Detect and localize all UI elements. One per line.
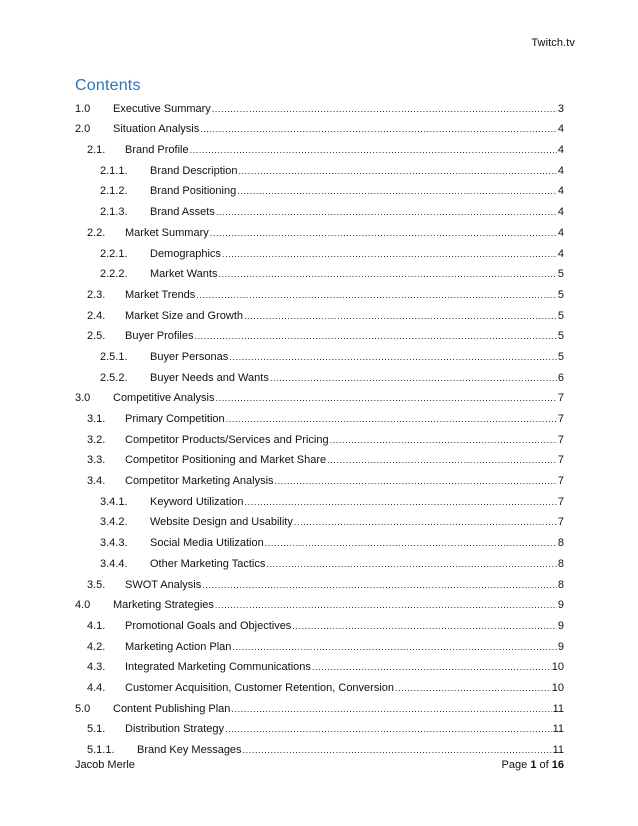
toc-entry-page: 7: [557, 392, 564, 405]
toc-dot-leader: [225, 722, 552, 736]
toc-entry-number: 4.3.: [87, 661, 106, 674]
toc-entry-page: 11: [552, 702, 564, 715]
toc-entry-title: Market Trends: [125, 288, 196, 301]
toc-dot-leader: [229, 350, 557, 364]
toc-dot-leader: [312, 660, 551, 674]
toc-dot-leader: [265, 536, 557, 550]
toc-entry-title: Promotional Goals and Objectives: [125, 619, 292, 632]
toc-entry-title: Website Design and Usability: [150, 516, 293, 529]
toc-entry-title: Distribution Strategy: [125, 723, 225, 736]
toc-dot-leader: [238, 164, 556, 178]
toc-entry-title: Competitor Positioning and Market Share: [125, 454, 327, 467]
toc-entry-number: 2.1.: [87, 144, 106, 157]
toc-entry-page: 8: [557, 578, 564, 591]
toc-entry[interactable]: [75, 95, 564, 116]
toc-entry[interactable]: [75, 323, 564, 344]
toc-entry-title: Market Size and Growth: [125, 309, 243, 322]
toc-entry-number: 2.2.1.: [100, 247, 128, 260]
toc-entry-number: 3.2.: [87, 433, 106, 446]
toc-entry-page: 6: [557, 371, 564, 384]
toc-entry-page: 5: [557, 268, 564, 281]
toc-dot-leader: [190, 143, 557, 157]
footer-page-current: 1: [530, 759, 537, 771]
toc-entry-page: 11: [552, 723, 564, 736]
toc-dot-leader: [237, 184, 557, 198]
toc-dot-leader: [232, 640, 556, 654]
toc-entry-page: 4: [557, 123, 564, 136]
toc-entry-number: 3.1.: [87, 413, 106, 425]
toc-dot-leader: [226, 412, 557, 426]
toc-dot-leader: [200, 122, 557, 136]
toc-dot-leader: [266, 557, 557, 571]
toc-entry-page: 4: [557, 247, 564, 260]
toc-entry[interactable]: [75, 364, 564, 385]
toc-entry-page: 5: [557, 330, 564, 343]
toc-entry[interactable]: [75, 571, 564, 592]
toc-entry-number: 4.4.: [87, 681, 106, 694]
toc-entry[interactable]: [75, 550, 564, 571]
toc-entry-page: 7: [557, 433, 564, 446]
toc-entry-page: 10: [551, 681, 564, 694]
footer-page-number: [502, 759, 564, 771]
toc-entry-title: Market Summary: [125, 226, 209, 239]
toc-entry-page: 8: [557, 557, 564, 570]
toc-entry-page: 8: [557, 537, 564, 550]
footer-page-total: 16: [551, 759, 564, 771]
toc-entry-page: 3: [557, 102, 564, 115]
toc-dot-leader: [327, 453, 557, 467]
footer-author: Jacob Merle: [75, 759, 135, 771]
toc-dot-leader: [194, 329, 556, 343]
toc-entry[interactable]: [75, 736, 564, 757]
toc-entry[interactable]: [75, 219, 564, 240]
toc-entry-page: 4: [557, 226, 564, 239]
toc-dot-leader: [231, 702, 551, 716]
toc-entry[interactable]: [75, 695, 564, 716]
toc-entry-page: 4: [557, 144, 564, 157]
toc-entry-page: 4: [557, 185, 564, 198]
toc-entry[interactable]: [75, 157, 564, 178]
toc-entry-title: Demographics: [150, 247, 221, 260]
toc-entry[interactable]: [75, 612, 564, 633]
footer-page-word: Page: [501, 759, 528, 771]
toc-entry-title: Buyer Profiles: [125, 330, 194, 343]
toc-entry-number: 5.1.: [87, 723, 106, 736]
toc-entry-number: 5.0: [75, 702, 91, 715]
toc-entry-page: 9: [557, 619, 564, 632]
toc-entry[interactable]: [75, 654, 564, 675]
toc-entry-number: 4.1.: [87, 619, 106, 632]
toc-entry-title: Primary Competition: [125, 413, 225, 425]
toc-entry[interactable]: [75, 116, 564, 137]
toc-entry-title: Competitor Products/Services and Pricing: [125, 433, 329, 446]
toc-entry-number: 3.5.: [87, 578, 106, 591]
toc-entry-title: Buyer Needs and Wants: [150, 371, 269, 384]
toc-entry-title: Marketing Strategies: [113, 599, 214, 612]
toc-entry[interactable]: [75, 633, 564, 654]
page-header-title: Twitch.tv: [531, 37, 575, 49]
toc-entry-title: Other Marketing Tactics: [150, 557, 266, 570]
toc-entry-number: 3.4.: [87, 475, 106, 488]
toc-entry-number: 2.1.2.: [100, 185, 128, 198]
toc-entry-page: 4: [557, 164, 564, 177]
toc-entry-page: 7: [557, 516, 564, 529]
toc-entry-number: 2.4.: [87, 309, 106, 322]
toc-entry-title: Brand Positioning: [150, 185, 237, 198]
toc-entry-title: Keyword Utilization: [150, 495, 244, 508]
toc-entry[interactable]: [75, 343, 564, 364]
toc-entry-page: 9: [557, 640, 564, 653]
toc-entry[interactable]: [75, 198, 564, 219]
toc-entry-title: SWOT Analysis: [125, 578, 202, 591]
toc-entry-number: 3.4.1.: [100, 495, 128, 508]
toc-entry-page: 9: [557, 599, 564, 612]
toc-entry-page: 10: [551, 661, 564, 674]
toc-entry-title: Situation Analysis: [113, 123, 200, 136]
toc-entry-title: Brand Profile: [125, 144, 189, 157]
toc-entry-number: 2.1.1.: [100, 164, 128, 177]
toc-dot-leader: [330, 433, 557, 447]
toc-entry[interactable]: [75, 447, 564, 468]
toc-entry[interactable]: [75, 405, 564, 426]
toc-dot-leader: [292, 619, 557, 633]
footer-of-word: of: [539, 759, 549, 771]
toc-entry[interactable]: [75, 467, 564, 488]
toc-dot-leader: [196, 288, 557, 302]
toc-dot-leader: [244, 309, 557, 323]
toc-entry-page: 7: [557, 475, 564, 488]
toc-entry-title: Customer Acquisition, Customer Retention, Conversion: [125, 681, 395, 694]
toc-dot-leader: [245, 495, 557, 509]
toc-entry-number: 3.4.4.: [100, 557, 128, 570]
toc-entry[interactable]: [75, 136, 564, 157]
toc-entry[interactable]: [75, 385, 564, 406]
toc-entry-title: Brand Assets: [150, 206, 215, 219]
toc-entry-number: 3.0: [75, 392, 91, 405]
toc-dot-leader: [202, 578, 557, 592]
toc-entry-number: 3.4.3.: [100, 537, 128, 550]
toc-entry-title: Marketing Action Plan: [125, 640, 232, 653]
toc-entry-page: 7: [557, 454, 564, 467]
toc-entry[interactable]: [75, 240, 564, 261]
toc-entry-number: 2.5.2.: [100, 371, 128, 384]
toc-dot-leader: [275, 474, 557, 488]
toc-entry[interactable]: [75, 426, 564, 447]
table-of-contents: [75, 95, 564, 757]
toc-entry-number: 5.1.1.: [87, 744, 115, 756]
toc-entry-page: 4: [557, 206, 564, 219]
toc-dot-leader: [216, 205, 557, 219]
toc-entry[interactable]: [75, 529, 564, 550]
toc-dot-leader: [222, 247, 557, 261]
toc-entry-number: 4.0: [75, 599, 91, 612]
toc-entry-number: 2.2.: [87, 226, 106, 239]
toc-dot-leader: [270, 371, 557, 385]
toc-entry-number: 2.5.1.: [100, 350, 128, 363]
toc-entry-number: 2.0: [75, 123, 91, 136]
toc-entry-title: Executive Summary: [113, 102, 211, 115]
toc-dot-leader: [294, 515, 557, 529]
toc-entry[interactable]: [75, 674, 564, 695]
toc-entry-title: Brand Description: [150, 164, 238, 177]
toc-dot-leader: [216, 391, 557, 405]
toc-entry-title: Integrated Marketing Communications: [125, 661, 311, 674]
toc-dot-leader: [210, 226, 557, 240]
toc-dot-leader: [218, 267, 556, 281]
toc-entry-page: 7: [557, 413, 564, 425]
toc-entry-title: Buyer Personas: [150, 350, 229, 363]
toc-entry[interactable]: [75, 716, 564, 737]
toc-entry-number: 2.5.: [87, 330, 106, 343]
toc-entry-number: 3.4.2.: [100, 516, 128, 529]
toc-entry-page: 5: [557, 288, 564, 301]
toc-entry[interactable]: [75, 281, 564, 302]
toc-dot-leader: [215, 598, 557, 612]
toc-dot-leader: [395, 681, 551, 695]
toc-entry[interactable]: [75, 592, 564, 613]
toc-entry[interactable]: [75, 488, 564, 509]
toc-entry-title: Content Publishing Plan: [113, 702, 231, 715]
toc-entry[interactable]: [75, 178, 564, 199]
toc-entry-title: Brand Key Messages: [137, 744, 242, 756]
toc-entry-title: Competitor Marketing Analysis: [125, 475, 274, 488]
toc-entry-page: 7: [557, 495, 564, 508]
toc-entry[interactable]: [75, 261, 564, 282]
toc-entry-page: 5: [557, 350, 564, 363]
toc-entry[interactable]: [75, 509, 564, 530]
toc-entry-page: 5: [557, 309, 564, 322]
toc-entry-title: Market Wants: [150, 268, 218, 281]
toc-dot-leader: [243, 743, 552, 757]
toc-entry-number: 2.2.2.: [100, 268, 128, 281]
toc-entry-number: 2.3.: [87, 288, 106, 301]
toc-entry-title: Competitive Analysis: [113, 392, 215, 405]
toc-dot-leader: [212, 102, 557, 116]
toc-entry-number: 1.0: [75, 102, 91, 115]
toc-entry-title: Social Media Utilization: [150, 537, 264, 550]
toc-entry-number: 3.3.: [87, 454, 106, 467]
toc-entry-number: 2.1.3.: [100, 206, 128, 219]
toc-entry[interactable]: [75, 302, 564, 323]
toc-entry-number: 4.2.: [87, 640, 106, 653]
toc-heading: Contents: [75, 77, 141, 94]
toc-entry-page: 11: [552, 744, 564, 756]
